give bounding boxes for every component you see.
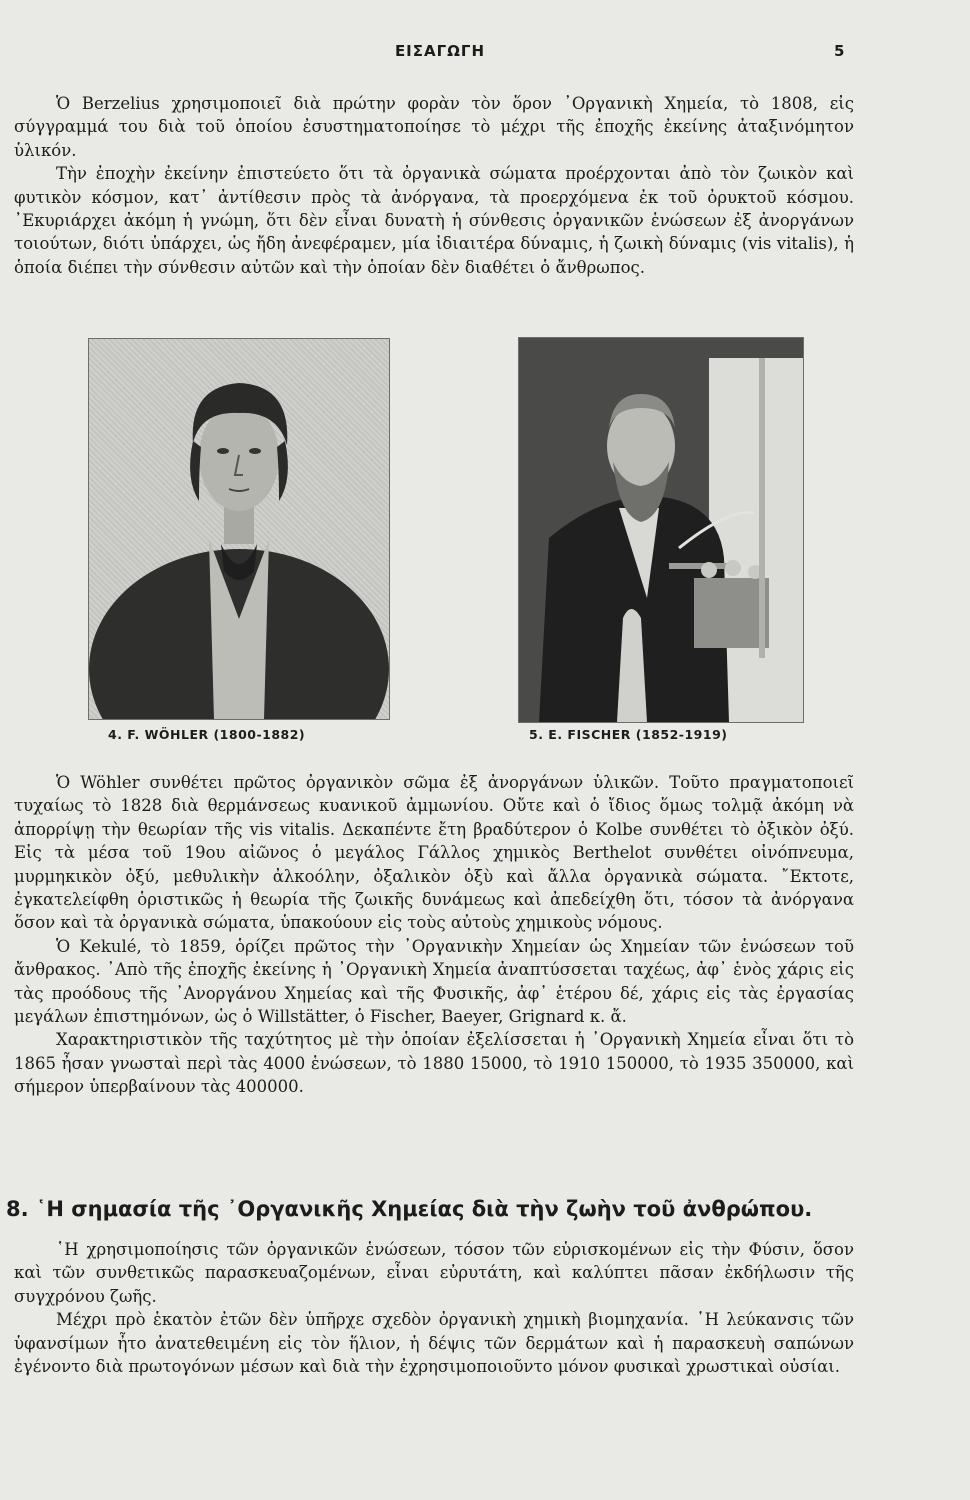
paragraph: Ὁ Berzelius χρησιμοποιεῖ διὰ πρώτην φορὰν τὸν ὅρον ᾽Οργανικὴ Χημεία, τὸ 1808, εἰς σύγγραμμά του διὰ τοῦ ὁποίου ἐσυστηματοποίησε τὸ μέχρι τῆς ἐποχῆς ἐκείνης ἀταξινόμητον ὑλικόν.: [14, 94, 854, 160]
wohler-portrait-drawing: [89, 339, 389, 719]
paragraph: Μέχρι πρὸ ἑκατὸν ἐτῶν δὲν ὑπῆρχε σχεδὸν ὀργανικὴ χημικὴ βιομηχανία. ῾Η λεύκανσις τῶν ὑφανσίμων ἦτο ἀνατεθειμένη εἰς τὸν ἥλιον, ἡ δέψις τῶν δερμάτων καὶ ἡ παρασκευὴ σαπώνων ἐγένοντο διὰ πρωτογόνων μέσων καὶ διὰ τὴν ἐχρησιμοποιοῦντο μόνον φυσικαὶ χρωστικαὶ οὐσίαι.: [14, 1310, 854, 1377]
wohler-portrait: [88, 338, 390, 720]
page-number: 5: [834, 42, 845, 60]
paragraph: Ὁ Wöhler συνθέτει πρῶτος ὀργανικὸν σῶμα ἐξ ἀνοργάνων ὑλικῶν. Τοῦτο πραγματοποιεῖ τυχαίως τὸ 1828 διὰ θερμάνσεως κυανικοῦ ἀμμωνίου. Οὔτε καὶ ὁ ἴδιος ὅμως τολμᾷ ἀκόμη νὰ ἀπορρίψῃ τὴν θεωρίαν τῆς vis vitalis. Δεκαπέντε ἔτη βραδύτερον ὁ Kolbe συνθέτει τὸ ὀξικὸν ὀξύ. Εἰς τὰ μέσα τοῦ 19ου αἰῶνος ὁ μεγάλος Γάλλος χημικὸς Berthelot συνθέτει οἰνόπνευμα, μυρμηκικὸν ὀξύ, μεθυλικὴν ἀλκοόλην, ὀξαλικὸν ὀξὺ καὶ ἄλλα ὀργανικὰ σώματα. ῎Εκτοτε, ἐγκατελείφθη ὁριστικῶς ἡ θεωρία τῆς ζωικῆς δυνάμεως καὶ ἀπεδείχθη ὅτι, τόσον τὰ ἀνόργανα ὅσον καὶ τὰ ὀργανικὰ σώματα, ὑπακούουν εἰς τοὺς αὐτοὺς χημικοὺς νόμους.: [14, 773, 854, 933]
section-8-heading: 8. ῾Η σημασία τῆς ᾽Οργανικῆς Χημείας διὰ τὴν ζωὴν τοῦ ἀνθρώπου.: [6, 1197, 813, 1221]
figure-caption-wohler: 4. F. WÖHLER (1800-1882): [108, 727, 306, 742]
history-text: [14, 771, 854, 1099]
fischer-portrait-drawing: [519, 338, 803, 722]
running-header: ΕΙΣΑΓΩΓΗ: [394, 42, 486, 60]
figure-caption-fischer: 5. E. FISCHER (1852-1919): [529, 727, 728, 742]
paragraph: Ὁ Kekulé, τὸ 1859, ὁρίζει πρῶτος τὴν ᾽Οργανικὴν Χημείαν ὡς Χημείαν τῶν ἑνώσεων τοῦ ἄνθρακος. ᾽Απὸ τῆς ἐποχῆς ἐκείνης ἡ ᾽Οργανικὴ Χημεία ἀναπτύσσεται ταχέως, ἀφ᾽ ἑνὸς χάρις εἰς τὰς προόδους τῆς ᾽Ανοργάνου Χημείας καὶ τῆς Φυσικῆς, ἀφ᾽ ἑτέρου δέ, χάρις εἰς τὰς ἐργασίας μεγάλων ἐπιστημόνων, ὡς ὁ Willstätter, ὁ Fischer, Baeyer, Grignard κ. ἄ.: [14, 936, 854, 1027]
paragraph: Τὴν ἐποχὴν ἐκείνην ἐπιστεύετο ὅτι τὰ ὀργανικὰ σώματα προέρχονται ἀπὸ τὸν ζωικὸν καὶ φυτικὸν κόσμον, κατ᾽ ἀντίθεσιν πρὸς τὰ ἀνόργανα, τὰ προερχόμενα ἐκ τοῦ ὀρυκτοῦ κόσμου. ᾽Εκυριάρχει ἀκόμη ἡ γνώμη, ὅτι δὲν εἶναι δυνατὴ ἡ σύνθεσις ὀργανικῶν ἑνώσεων ἐξ ἀνοργάνων τοιούτων, διότι ὑπάρχει, ὡς ἤδη ἀνεφέραμεν, μία ἰδιαιτέρα δύναμις, ἡ ζωικὴ δύναμις (vis vitalis), ἡ ὁποία διέπει τὴν σύνθεσιν αὐτῶν καὶ τὴν ὁποίαν δὲν διαθέτει ὁ ἄνθρωπος.: [14, 164, 854, 277]
paragraph: ῾Η χρησιμοποίησις τῶν ὀργανικῶν ἑνώσεων, τόσον τῶν εὑρισκομένων εἰς τὴν Φύσιν, ὅσον καὶ τῶν συνθετικῶς παρασκευαζομένων, εἶναι εὐρυτάτη, καὶ καλύπτει πᾶσαν ἐκδήλωσιν τῆς συγχρόνου ζωῆς.: [14, 1240, 854, 1306]
fischer-portrait: [518, 337, 804, 723]
intro-text: [14, 92, 854, 279]
section-8-text: [14, 1238, 854, 1378]
paragraph: Χαρακτηριστικὸν τῆς ταχύτητος μὲ τὴν ὁποίαν ἐξελίσσεται ἡ ᾽Οργανικὴ Χημεία εἶναι ὅτι τὸ 1865 ἦσαν γνωσταὶ περὶ τὰς 4000 ἑνώσεων, τὸ 1880 15000, τὸ 1910 150000, τὸ 1935 350000, καὶ σήμερον ὑπερβαίνουν τὰς 400000.: [14, 1030, 854, 1097]
